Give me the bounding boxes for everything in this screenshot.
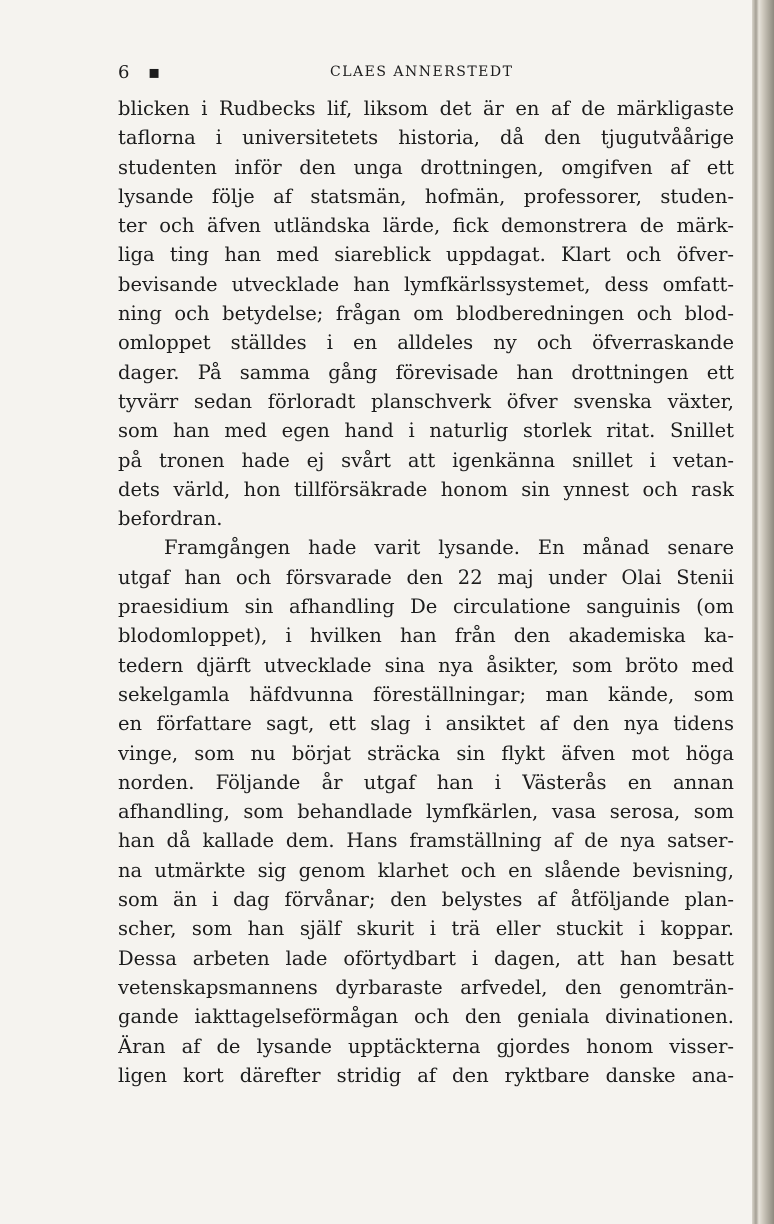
text-line: praesidium sin afhandling De circulatione sanguinis (om: [118, 595, 734, 619]
text-line: som än i dag förvånar; den belystes af åtföljande plan-: [118, 888, 734, 912]
text-line: på tronen hade ej svårt att igenkänna snillet i vetan-: [118, 448, 734, 472]
text-line: lysande följe af statsmän, hofmän, professorer, studen-: [118, 184, 734, 208]
text-line: gande iakttagelseförmågan och den geniala divinationen.: [118, 1005, 734, 1029]
text-line: vetenskapsmannens dyrbaraste arfvedel, den genomträn-: [118, 975, 734, 999]
text-line: liga ting han med siareblick uppdagat. Klart och öfver-: [118, 243, 734, 267]
text-line: ligen kort därefter stridig af den ryktbare danske ana-: [118, 1063, 734, 1087]
running-head: [118, 62, 734, 88]
text-line: ter och äfven utländska lärde, fick demonstrera de märk-: [118, 214, 734, 238]
book-spine-edge: [752, 0, 774, 1224]
text-line: sekelgamla häfdvunna föreställningar; man kände, som: [118, 682, 734, 706]
text-line: afhandling, som behandlade lymfkärlen, vasa serosa, som: [118, 800, 734, 824]
paragraph-end-line: befordran.: [118, 507, 223, 531]
text-line: omloppet ställdes i en alldeles ny och öfverraskande: [118, 331, 734, 355]
print-mark: ▪: [148, 62, 162, 83]
text-line: tyvärr sedan förloradt planschverk öfver svenska växter,: [118, 389, 734, 413]
text-line: han då kallade dem. Hans framställning af de nya satser-: [118, 829, 734, 853]
text-line: Dessa arbeten lade oförtydbart i dagen, att han besatt: [118, 946, 734, 970]
text-line: Äran af de lysande upptäckterna gjordes honom visser-: [118, 1034, 734, 1058]
text-line: dets värld, hon tillförsäkrade honom sin ynnest och rask: [118, 477, 734, 501]
text-line: norden. Följande år utgaf han i Västerås en annan: [118, 770, 734, 794]
text-line: ning och betydelse; frågan om blodberedningen och blod-: [118, 302, 734, 326]
text-line: vinge, som nu börjat sträcka sin flykt äfven mot höga: [118, 741, 734, 765]
paragraph-first-line: Framgången hade varit lysande. En månad senare: [164, 536, 734, 560]
body-text: [118, 94, 734, 1090]
text-line: tedern djärft utvecklade sina nya åsikter, som bröto med: [118, 653, 734, 677]
text-line: studenten inför den unga drottningen, omgifven af ett: [118, 155, 734, 179]
text-line: utgaf han och försvarade den 22 maj under Olai Stenii: [118, 565, 734, 589]
text-line: blicken i Rudbecks lif, liksom det är en af de märkligaste: [118, 97, 734, 120]
text-line: som han med egen hand i naturlig storlek ritat. Snillet: [118, 419, 734, 443]
text-line: taflorna i universitetets historia, då den tjugutvåårige: [118, 126, 734, 150]
text-line: blodomloppet), i hvilken han från den akademiska ka-: [118, 624, 734, 648]
text-line: dager. På samma gång förevisade han drottningen ett: [118, 360, 734, 384]
text-line: na utmärkte sig genom klarhet och en slående bevisning,: [118, 858, 734, 882]
page-number: 6: [118, 62, 131, 83]
text-line: bevisande utvecklade han lymfkärlssystemet, dess omfatt-: [118, 272, 734, 296]
text-line: scher, som han själf skurit i trä eller stuckit i koppar.: [118, 917, 734, 941]
text-line: en författare sagt, ett slag i ansiktet af den nya tidens: [118, 712, 734, 736]
running-title: CLAES ANNERSTEDT: [330, 64, 514, 80]
